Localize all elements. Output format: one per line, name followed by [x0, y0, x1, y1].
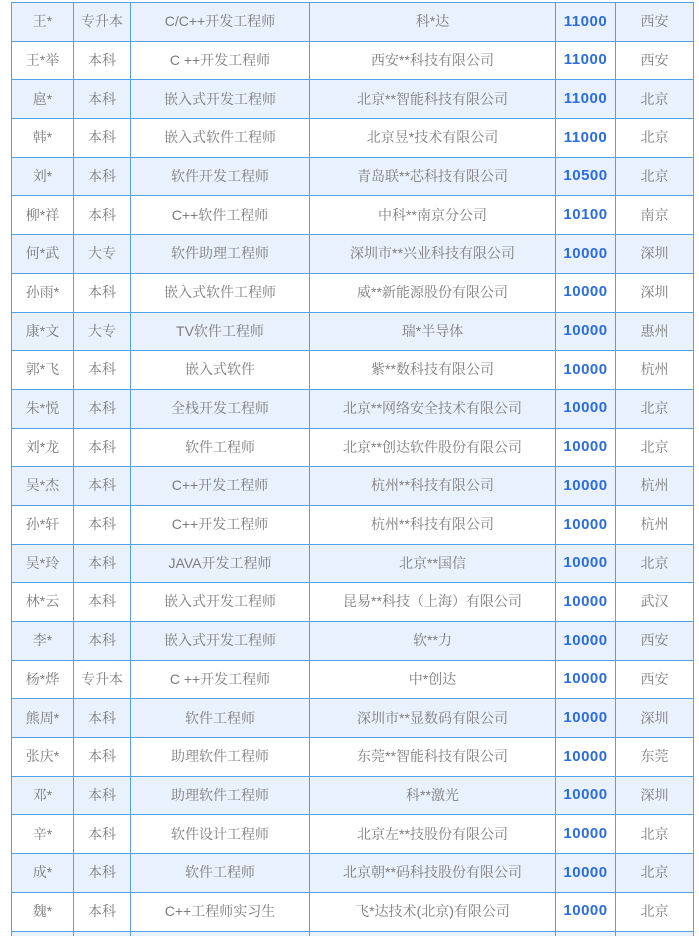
- company-cell: 北京**国信: [310, 545, 556, 584]
- city-cell: 西安: [616, 42, 694, 81]
- company-cell: 北京昱*技术有限公司: [310, 119, 556, 158]
- salary-cell: 10000: [556, 854, 616, 893]
- name-cell: 杨*烨: [12, 661, 74, 700]
- name-cell: 张庆*: [12, 738, 74, 777]
- education-cell: 本科: [74, 274, 131, 313]
- job-title-cell: 全栈开发工程师: [131, 390, 310, 429]
- name-cell: 王*: [12, 3, 74, 42]
- name-cell: 李*: [12, 622, 74, 661]
- education-cell: 本科: [74, 815, 131, 854]
- job-title-cell: 软件工程师: [131, 854, 310, 893]
- education-cell: 本科: [74, 80, 131, 119]
- education-cell: 专升本: [74, 661, 131, 700]
- city-cell: 深圳: [616, 699, 694, 738]
- table-row: [12, 699, 694, 738]
- partial-cell: [310, 932, 556, 936]
- salary-cell: 10000: [556, 274, 616, 313]
- table-row: [12, 80, 694, 119]
- education-cell: 本科: [74, 777, 131, 816]
- company-cell: 西安**科技有限公司: [310, 42, 556, 81]
- city-cell: 北京: [616, 119, 694, 158]
- job-title-cell: TV软件工程师: [131, 313, 310, 352]
- salary-cell: 10000: [556, 506, 616, 545]
- name-cell: 朱*悦: [12, 390, 74, 429]
- company-cell: 科**激光: [310, 777, 556, 816]
- company-cell: 北京**网络安全技术有限公司: [310, 390, 556, 429]
- city-cell: 北京: [616, 158, 694, 197]
- salary-cell: 10000: [556, 777, 616, 816]
- name-cell: 何*武: [12, 235, 74, 274]
- job-title-cell: 软件助理工程师: [131, 235, 310, 274]
- company-cell: 威**新能源股份有限公司: [310, 274, 556, 313]
- salary-cell: 11000: [556, 80, 616, 119]
- education-cell: 本科: [74, 467, 131, 506]
- table-row: [12, 893, 694, 932]
- education-cell: 本科: [74, 158, 131, 197]
- table-row: [12, 622, 694, 661]
- company-cell: 杭州**科技有限公司: [310, 506, 556, 545]
- name-cell: 魏*: [12, 893, 74, 932]
- education-cell: 本科: [74, 196, 131, 235]
- table-row: [12, 777, 694, 816]
- education-cell: 大专: [74, 235, 131, 274]
- job-title-cell: 嵌入式软件工程师: [131, 119, 310, 158]
- salary-cell: 10500: [556, 158, 616, 197]
- salary-cell: 10000: [556, 467, 616, 506]
- city-cell: 深圳: [616, 274, 694, 313]
- salary-cell: 11000: [556, 42, 616, 81]
- name-cell: 林*云: [12, 583, 74, 622]
- name-cell: 扈*: [12, 80, 74, 119]
- table-row: [12, 158, 694, 197]
- city-cell: 北京: [616, 854, 694, 893]
- city-cell: 北京: [616, 80, 694, 119]
- partial-cell: [616, 932, 694, 936]
- job-title-cell: 嵌入式软件: [131, 351, 310, 390]
- salary-cell: 10000: [556, 622, 616, 661]
- education-cell: 本科: [74, 622, 131, 661]
- education-cell: 本科: [74, 351, 131, 390]
- salary-cell: 10000: [556, 429, 616, 468]
- city-cell: 西安: [616, 661, 694, 700]
- city-cell: 西安: [616, 622, 694, 661]
- salary-cell: 10000: [556, 235, 616, 274]
- city-cell: 武汉: [616, 583, 694, 622]
- job-title-cell: 嵌入式开发工程师: [131, 622, 310, 661]
- job-title-cell: C++开发工程师: [131, 506, 310, 545]
- table-row: [12, 196, 694, 235]
- job-title-cell: 嵌入式开发工程师: [131, 583, 310, 622]
- company-cell: 飞*达技术(北京)有限公司: [310, 893, 556, 932]
- company-cell: 紫**数科技有限公司: [310, 351, 556, 390]
- table-row: [12, 738, 694, 777]
- table-row: [12, 429, 694, 468]
- company-cell: 东莞**智能科技有限公司: [310, 738, 556, 777]
- job-title-cell: 助理软件工程师: [131, 738, 310, 777]
- education-cell: 本科: [74, 893, 131, 932]
- city-cell: 深圳: [616, 777, 694, 816]
- partial-cell: [12, 932, 74, 936]
- table-row: [12, 467, 694, 506]
- name-cell: 韩*: [12, 119, 74, 158]
- name-cell: 吴*杰: [12, 467, 74, 506]
- partial-cell: [131, 932, 310, 936]
- name-cell: 柳*祥: [12, 196, 74, 235]
- table-row: [12, 274, 694, 313]
- education-cell: 本科: [74, 583, 131, 622]
- table-row: [12, 313, 694, 352]
- company-cell: 昆易**科技（上海）有限公司: [310, 583, 556, 622]
- city-cell: 北京: [616, 390, 694, 429]
- company-cell: 北京**创达软件股份有限公司: [310, 429, 556, 468]
- name-cell: 熊周*: [12, 699, 74, 738]
- job-title-cell: 软件开发工程师: [131, 158, 310, 197]
- job-title-cell: C/C++开发工程师: [131, 3, 310, 42]
- salary-cell: 10000: [556, 738, 616, 777]
- company-cell: 中*创达: [310, 661, 556, 700]
- city-cell: 北京: [616, 545, 694, 584]
- city-cell: 杭州: [616, 506, 694, 545]
- company-cell: 青岛联**芯科技有限公司: [310, 158, 556, 197]
- education-cell: 本科: [74, 390, 131, 429]
- job-title-cell: C ++开发工程师: [131, 661, 310, 700]
- salary-cell: 11000: [556, 119, 616, 158]
- job-title-cell: 软件工程师: [131, 429, 310, 468]
- education-cell: 本科: [74, 738, 131, 777]
- table-row: [12, 42, 694, 81]
- table-row: [12, 815, 694, 854]
- job-title-cell: JAVA开发工程师: [131, 545, 310, 584]
- company-cell: 深圳市**显数码有限公司: [310, 699, 556, 738]
- company-cell: 瑞*半导体: [310, 313, 556, 352]
- table-row: [12, 3, 694, 42]
- name-cell: 孙*轩: [12, 506, 74, 545]
- company-cell: 软**力: [310, 622, 556, 661]
- table-row: [12, 661, 694, 700]
- city-cell: 杭州: [616, 351, 694, 390]
- salary-cell: 10000: [556, 583, 616, 622]
- name-cell: 吴*玲: [12, 545, 74, 584]
- education-cell: 本科: [74, 545, 131, 584]
- table-row: [12, 506, 694, 545]
- company-cell: 深圳市**兴业科技有限公司: [310, 235, 556, 274]
- job-title-cell: C++工程师实习生: [131, 893, 310, 932]
- table-row: [12, 583, 694, 622]
- name-cell: 王*举: [12, 42, 74, 81]
- job-title-cell: 嵌入式软件工程师: [131, 274, 310, 313]
- salary-cell: 10000: [556, 699, 616, 738]
- name-cell: 辛*: [12, 815, 74, 854]
- salary-table: [11, 2, 694, 936]
- city-cell: 西安: [616, 3, 694, 42]
- city-cell: 杭州: [616, 467, 694, 506]
- company-cell: 北京**智能科技有限公司: [310, 80, 556, 119]
- table-row: [12, 545, 694, 584]
- education-cell: 本科: [74, 119, 131, 158]
- salary-cell: 10000: [556, 661, 616, 700]
- city-cell: 北京: [616, 815, 694, 854]
- education-cell: 本科: [74, 429, 131, 468]
- education-cell: 本科: [74, 699, 131, 738]
- name-cell: 郭*飞: [12, 351, 74, 390]
- job-title-cell: 软件设计工程师: [131, 815, 310, 854]
- company-cell: 中科**南京分公司: [310, 196, 556, 235]
- salary-cell: 10000: [556, 351, 616, 390]
- job-title-cell: 嵌入式开发工程师: [131, 80, 310, 119]
- city-cell: 东莞: [616, 738, 694, 777]
- company-cell: 北京左**技股份有限公司: [310, 815, 556, 854]
- name-cell: 刘*龙: [12, 429, 74, 468]
- city-cell: 北京: [616, 893, 694, 932]
- salary-cell: 10000: [556, 390, 616, 429]
- name-cell: 刘*: [12, 158, 74, 197]
- salary-cell: 10000: [556, 313, 616, 352]
- education-cell: 大专: [74, 313, 131, 352]
- partial-cell: [74, 932, 131, 936]
- name-cell: 成*: [12, 854, 74, 893]
- salary-cell: 10000: [556, 893, 616, 932]
- city-cell: 南京: [616, 196, 694, 235]
- salary-cell: 11000: [556, 3, 616, 42]
- partial-next-row: [12, 932, 694, 936]
- table-row: [12, 235, 694, 274]
- salary-cell: 10000: [556, 545, 616, 584]
- education-cell: 本科: [74, 854, 131, 893]
- name-cell: 孙雨*: [12, 274, 74, 313]
- company-cell: 北京朝**码科技股份有限公司: [310, 854, 556, 893]
- job-title-cell: 助理软件工程师: [131, 777, 310, 816]
- job-title-cell: C++软件工程师: [131, 196, 310, 235]
- salary-cell: 10000: [556, 815, 616, 854]
- job-title-cell: C ++开发工程师: [131, 42, 310, 81]
- table-row: [12, 351, 694, 390]
- city-cell: 惠州: [616, 313, 694, 352]
- education-cell: 本科: [74, 506, 131, 545]
- salary-cell: 10100: [556, 196, 616, 235]
- job-title-cell: C++开发工程师: [131, 467, 310, 506]
- table-row: [12, 119, 694, 158]
- company-cell: 科*达: [310, 3, 556, 42]
- table-row: [12, 854, 694, 893]
- city-cell: 深圳: [616, 235, 694, 274]
- company-cell: 杭州**科技有限公司: [310, 467, 556, 506]
- education-cell: 本科: [74, 42, 131, 81]
- name-cell: 康*文: [12, 313, 74, 352]
- name-cell: 邓*: [12, 777, 74, 816]
- table-row: [12, 390, 694, 429]
- partial-cell: [556, 932, 616, 936]
- job-title-cell: 软件工程师: [131, 699, 310, 738]
- city-cell: 北京: [616, 429, 694, 468]
- education-cell: 专升本: [74, 3, 131, 42]
